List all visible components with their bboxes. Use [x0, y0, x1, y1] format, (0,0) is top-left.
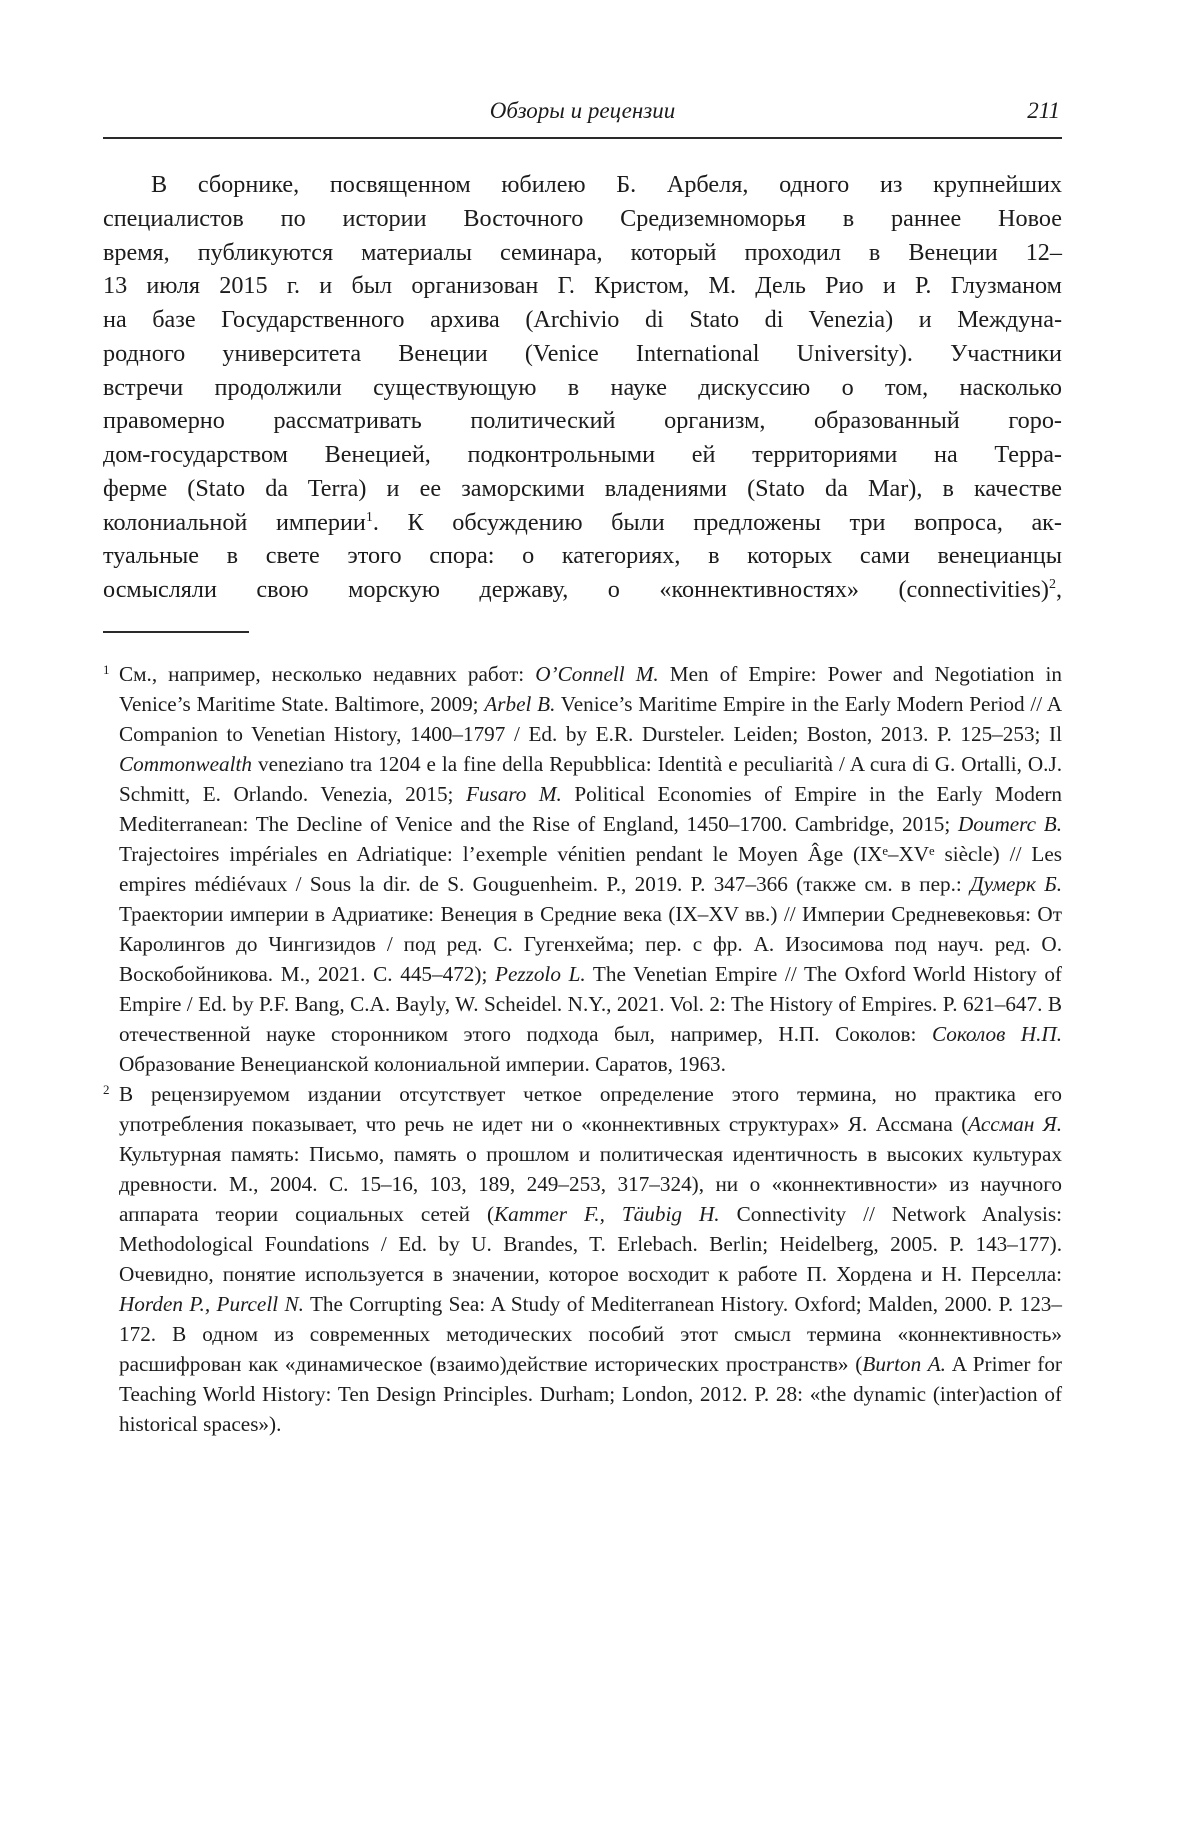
- footnote-segment: Political Economies of Empire in the Early Modern Mediterranean: The Decline of Venice and the Rise of England, 1450–1700. Cambridge, 2015;: [119, 782, 1063, 836]
- running-head: [103, 98, 1062, 132]
- citation-author: O’Connell M.: [535, 662, 659, 686]
- body-line: туальные в свете этого спора: о категориях, в которых сами венецианцы: [103, 542, 1062, 570]
- footnote-2: [103, 1079, 1062, 1439]
- footnote-ref-2[interactable]: 2: [1048, 577, 1056, 592]
- citation-author: Arbel B.: [484, 692, 556, 716]
- footnote-text: [119, 662, 1062, 1076]
- citation-author: Burton A.: [862, 1352, 946, 1376]
- main-paragraph: [103, 168, 1062, 607]
- body-line: на базе Государственного архива (Archivio di Stato di Venezia) и Междуна-: [103, 306, 1062, 333]
- footnote-segment: veneziano tra 1204 e la fine della Repubblica: Identità e peculiarità / A cura di G. Ortalli, O.J. Schmitt, E. Orlando. Venezia, 2015;: [119, 752, 1062, 806]
- footnote-segment: Venice’s Maritime Empire in the Early Modern Period // A Companion to Venetian History, 1400–1797 / Ed. by E.R. Dursteler. Leiden; Boston, 2013. P. 125–253; Il: [119, 692, 1062, 746]
- footnote-segment: Connectivity // Network Analysis: Methodological Foundations / Ed. by U. Brandes, T. Erlebach. Berlin; Heidelberg, 2005. P. 143–177). Очевидно, понятие используется в значении, которое восходит к работе П. Хордена и Н. Перселла:: [119, 1202, 1062, 1286]
- footnote-segment: Культурная память: Письмо, память о прошлом и политическая идентичность в высоких культурах древности. М., 2004. С. 15–16, 103, 189, 249–253, 317–324), ни о «коннективности» из научного аппарата теории социальных сетей (: [119, 1142, 1062, 1226]
- body-line: 13 июля 2015 г. и был организован Г. Кристом, М. Дель Рио и Р. Глузманом: [103, 272, 1062, 300]
- footnote-number: 2: [103, 1082, 110, 1097]
- citation-author: Kammer F., Täubig H.: [494, 1202, 720, 1226]
- body-line: осмысляли свою морскую державу, о «коннективностях» (connectivities)$^2$,: [103, 576, 1062, 603]
- footnotes: [103, 659, 1062, 1439]
- footnote-ref-1[interactable]: 1: [365, 509, 373, 525]
- citation-author: Horden P., Purcell N.: [119, 1292, 304, 1316]
- footnote-segment: Trajectoires impériales en Adriatique: l’exemple vénitien pendant le Moyen Âge (IXᵉ–XVᵉ siècle) // Les empires médiévaux / Sous la dir. de S. Gouguenheim. P., 2019. P. 347–366 (также см. в пер.:: [119, 842, 1062, 896]
- citation-author: Ассман Я.: [968, 1112, 1062, 1136]
- body-line: специалистов по истории Восточного Средиземноморья в раннее Новое: [103, 204, 1062, 232]
- footnote-segment: В рецензируемом издании отсутствует четкое определение этого термина, но практика его употребления показывает, что речь не идет ни о «коннективных структурах» Я. Ассмана (: [119, 1082, 1062, 1136]
- footnote-text: [119, 1082, 1062, 1436]
- body-line: родного университета Венеции (Venice International University). Участники: [103, 339, 1062, 367]
- footnote-1: [103, 659, 1062, 1079]
- body-line: правомерно рассматривать политический организм, образованный горо-: [103, 407, 1062, 435]
- body-line: встречи продолжили существующую в науке дискуссию о том, насколько: [103, 373, 1062, 401]
- citation-author: Соколов Н.П.: [931, 1022, 1062, 1046]
- citation-author: Думерк Б.: [970, 872, 1062, 896]
- footnote-segment: Men of Empire: Power and Negotiation in Venice’s Maritime State. Baltimore, 2009;: [119, 662, 1062, 716]
- footnote-segment: Образование Венецианской колониальной империи. Саратов, 1963.: [119, 1052, 726, 1076]
- header-rule: [103, 137, 1062, 139]
- body-line: дом-государством Венецией, подконтрольными ей территориями на Терра-: [103, 441, 1062, 468]
- footnote-segment: См., например, несколько недавних работ:: [119, 662, 536, 686]
- footnote-number: 1: [103, 662, 110, 677]
- section-title: Обзоры и рецензии: [489, 98, 676, 123]
- body-line: колониальной империи$^1$. К обсуждению были предложены три вопроса, ак-: [103, 508, 1062, 536]
- citation-author: Fusaro M.: [465, 782, 562, 806]
- footnote-segment: The Corrupting Sea: A Study of Mediterranean History. Oxford; Malden, 2000. P. 123–172. В одном из современных методических пособий этот смысл термина «коннективность» расшифрован как «динамическое (взаимо)действие исторических пространств» (: [119, 1292, 1062, 1376]
- body-line: время, публикуются материалы семинара, который проходил в Венеции 12–: [103, 238, 1062, 266]
- page-number: 211: [1027, 98, 1060, 123]
- footnote-segment: The Venetian Empire // The Oxford World History of Empire / Ed. by P.F. Bang, C.A. Bayly, W. Scheidel. N.Y., 2021. Vol. 2: The History of Empires. P. 621–647. В отечественной науке сторонником этого подхода был, например, Н.П. Соколов:: [119, 962, 1062, 1046]
- footnote-separator: [103, 631, 249, 633]
- body-line: В сборнике, посвященном юбилею Б. Арбеля, одного из крупнейших: [151, 171, 1062, 198]
- footnote-segment: Траектории империи в Адриатике: Венеция в Средние века (IX–XV вв.) // Империи Средневековья: От Каролингов до Чингизидов / под ред. С. Гугенхейма; пер. с фр. А. Изосимова под науч. ред. О. Воскобойникова. М., 2021. С. 445–472);: [119, 902, 1062, 986]
- citation-author: Doumerc B.: [957, 812, 1062, 836]
- footnote-segment: A Primer for Teaching World History: Ten Design Principles. Durham; London, 2012. P. 28: «the dynamic (inter)action of historical spaces»).: [119, 1352, 1062, 1436]
- body-line: ферме (Stato da Terra) и ее заморскими владениями (Stato da Mar), в качестве: [103, 474, 1062, 502]
- citation-author: Commonwealth: [119, 752, 253, 776]
- citation-author: Pezzolo L.: [495, 962, 586, 986]
